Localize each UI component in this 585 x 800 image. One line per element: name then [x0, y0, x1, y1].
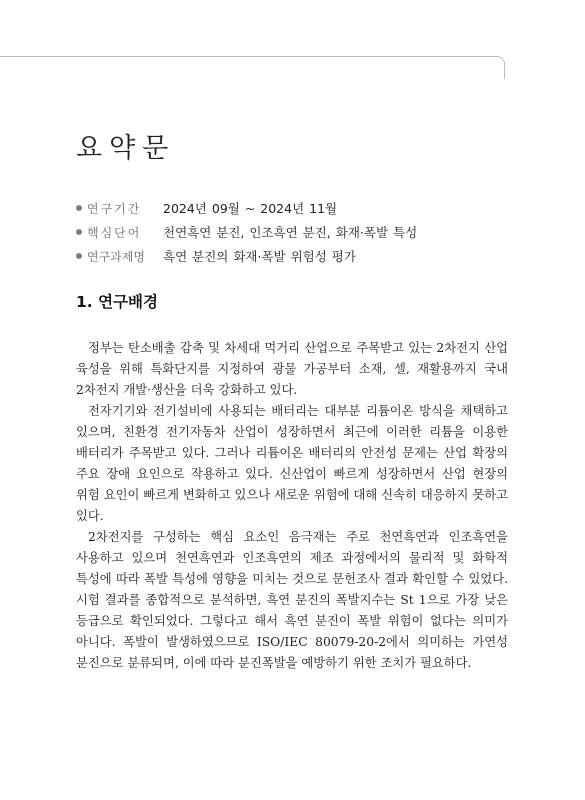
meta-label: 연구과제명: [87, 249, 145, 264]
meta-row-project-name: [76, 244, 536, 268]
paragraph: 2차전지를 구성하는 핵심 요소인 음극재는 주로 천연흑연과 인조흑연을 사용하고 있으며 천연흑연과 인조흑연의 제조 과정에서의 물리적 및 화학적 특성에 따라 폭발 특성에 영향을 미치는 것으로 문헌조사 결과 확인할 수 있었다. 시험 결과를 종합적으로 분석하면, 흑연 분진의 폭발지수는 St 1으로 가장 낮은 등급으로 확인되었다. 그렇다고 해서 흑연 분진이 폭발 위험이 없다는 의미가 아니다. 폭발이 발생하였으므로 ISO/IEC 80079-20-2에서 의미하는 가연성 분진으로 분류되며, 이에 따라 분진폭발을 예방하기 위한 조치가 필요하다.: [76, 530, 508, 670]
bullet-icon: [76, 253, 82, 259]
page-title: 요약문: [76, 133, 176, 164]
paragraph: 정부는 탄소배출 감축 및 차세대 먹거리 산업으로 주목받고 있는 2차전지 산업 육성을 위해 특화단지를 지정하여 광물 가공부터 소재, 셀, 재활용까지 국내 2차전지 개발·생산을 더욱 강화하고 있다.: [76, 341, 508, 397]
bullet-icon: [76, 205, 82, 211]
paragraph: 전자기기와 전기설비에 사용되는 배터리는 대부분 리튬이온 방식을 채택하고 있으며, 친환경 전기자동차 산업이 성장하면서 최근에 이러한 리튬을 이용한 배터리가 주목받고 있다. 그러나 리튬이온 배터리의 안전성 문제는 산업 확장의 주요 장애 요인으로 작용하고 있다. 신산업이 빠르게 성장하면서 산업 현장의 위험 요인이 빠르게 변화하고 있으나 새로운 위험에 대해 신속히 대응하지 못하고 있다.: [76, 404, 508, 523]
meta-value: 2024년 09월 ~ 2024년 11월: [163, 201, 338, 216]
meta-value: 흑연 분진의 화재·폭발 위험성 평가: [163, 249, 356, 264]
research-info-list: [76, 196, 536, 268]
meta-value: 천연흑연 분진, 인조흑연 분진, 화재·폭발 특성: [163, 225, 418, 240]
header-rule: [0, 56, 505, 79]
meta-row-keywords: [76, 220, 536, 244]
section-body: [76, 338, 508, 674]
bullet-icon: [76, 229, 82, 235]
meta-row-period: [76, 196, 536, 220]
section-heading: 1. 연구배경: [76, 293, 158, 311]
meta-label: 연구기간: [87, 201, 142, 216]
meta-label: 핵심단어: [87, 225, 142, 240]
